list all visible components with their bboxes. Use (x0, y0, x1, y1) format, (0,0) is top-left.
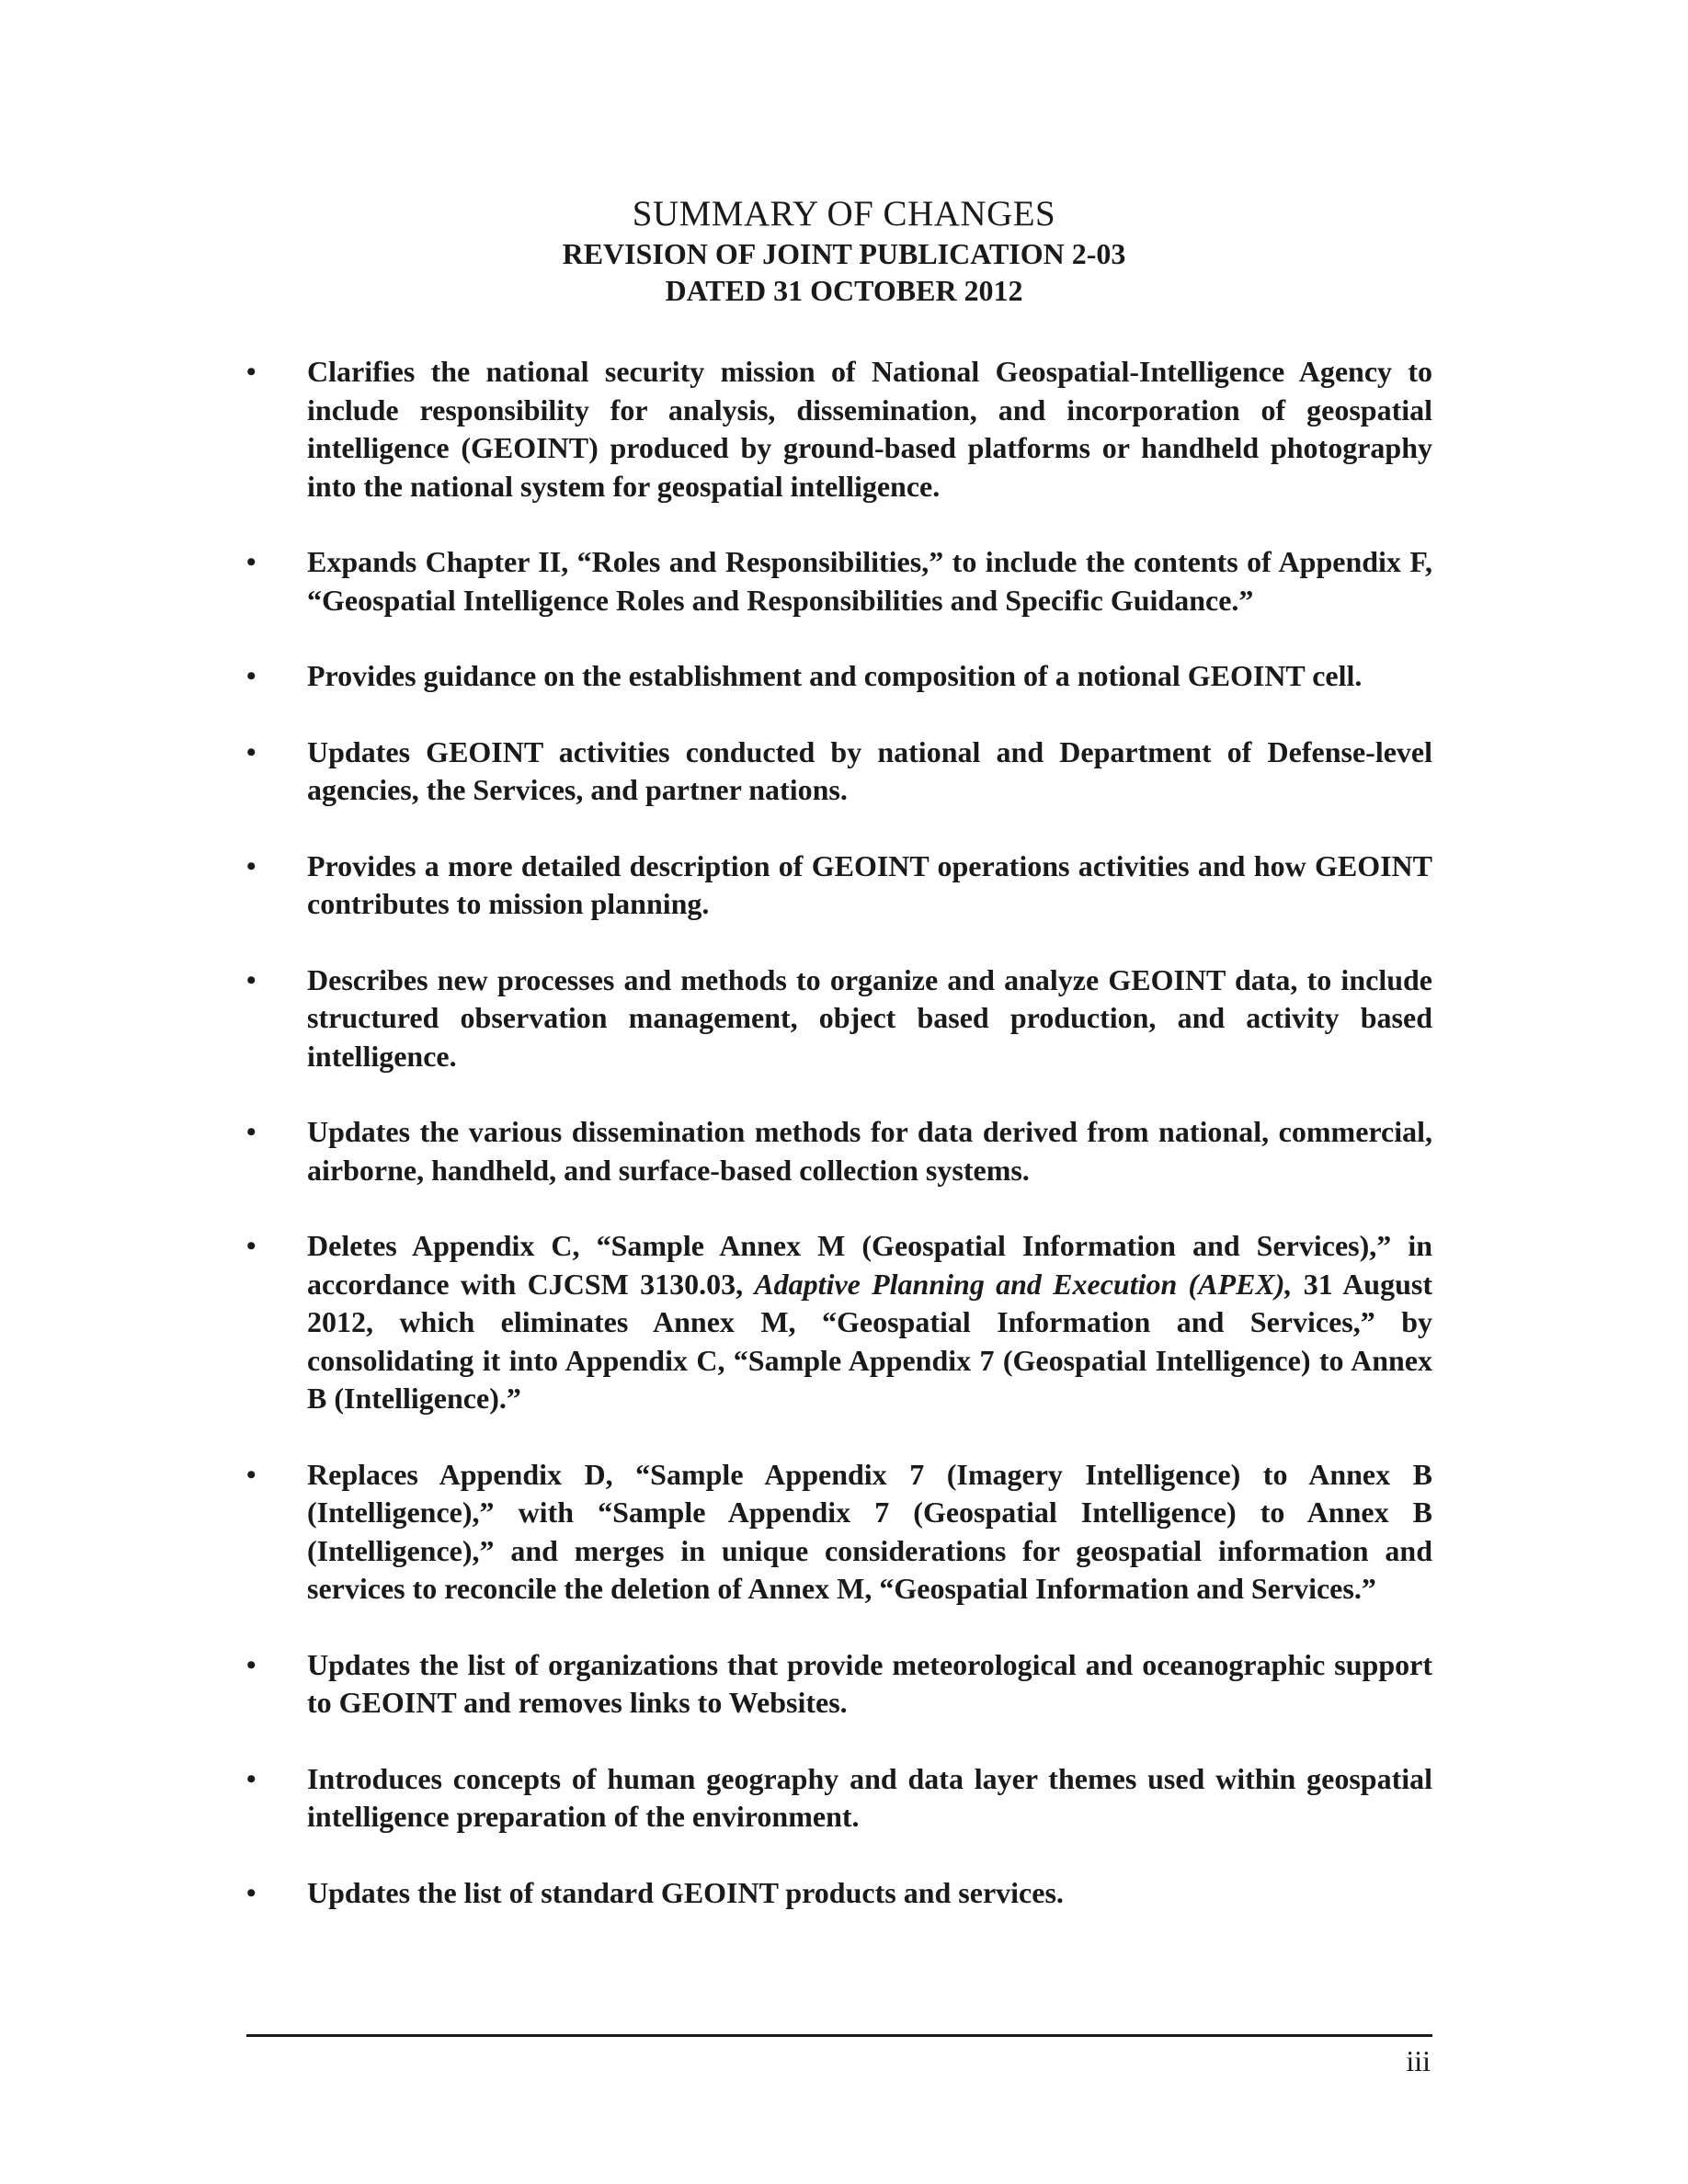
bullet-icon: • (246, 1117, 257, 1147)
list-item-text (307, 1229, 1432, 1415)
bullet-icon: • (246, 1763, 257, 1794)
list-item (246, 1456, 1432, 1609)
list-item-text-part: 31 August 2012, which eliminates Annex M, “Geospatial Information and Services,” by consolidating it into Appendix C, “Sample Appendix 7 (Geospatial Intelligence) to Annex B (Intelligence).” (307, 1267, 1433, 1415)
bullet-icon: • (246, 357, 257, 387)
list-item-text: Clarifies the national security mission of National Geospatial-Intelligence Agency to include responsibility for analysis, dissemination, and incorporation of geospatial intelligence (GEOINT) produced by ground-based platforms or handheld photography into the national system for geospatial intelligence. (307, 355, 1432, 503)
bullet-icon: • (246, 850, 257, 882)
publication-title-italic: Adaptive Planning and Execution (APEX), (754, 1267, 1293, 1301)
list-item (246, 1760, 1432, 1837)
list-item-text: Describes new processes and methods to organize and analyze GEOINT data, to include structured observation management, object based production, and activity based intelligence. (307, 962, 1432, 1073)
revision-subtitle: REVISION OF JOINT PUBLICATION 2-03 (562, 237, 1126, 270)
document-header (0, 193, 1688, 309)
bullet-icon: • (246, 547, 257, 577)
list-item (246, 657, 1432, 696)
list-item-text: Updates the list of organizations that provide meteorological and oceanographic support to GEOINT and removes links to Websites. (307, 1647, 1432, 1719)
list-item (246, 734, 1432, 810)
list-item-text: Updates the various dissemination methods for data derived from national, commercial, airborne, handheld, and surface-based collection systems. (307, 1115, 1432, 1187)
bullet-icon: • (246, 1649, 257, 1680)
footer-divider (246, 2034, 1432, 2037)
list-item-text: Replaces Appendix D, “Sample Appendix 7 (Imagery Intelligence) to Annex B (Intelligence),” with “Sample Appendix 7 (Geospatial Intelligence) to Annex B (Intelligence),” and merges in unique considerations for geospatial information and services to reconcile the deletion of Annex M, “Geospatial Information and Services.” (307, 1457, 1432, 1605)
bullet-icon: • (246, 1231, 257, 1261)
bullet-icon: • (246, 1877, 257, 1908)
list-item-text: Updates the list of standard GEOINT products and services. (307, 1875, 1064, 1909)
list-item (246, 1113, 1432, 1189)
list-item-text: Provides a more detailed description of GEOINT operations activities and how GEOINT contributes to mission planning. (307, 848, 1432, 920)
list-item (246, 543, 1432, 620)
bullet-icon: • (246, 661, 257, 691)
page-title: SUMMARY OF CHANGES (632, 194, 1056, 233)
changes-list (246, 353, 1432, 1950)
list-item (246, 847, 1432, 924)
list-item (246, 961, 1432, 1076)
date-subtitle: DATED 31 OCTOBER 2012 (665, 274, 1023, 307)
list-item-text: Updates GEOINT activities conducted by national and Department of Defense-level agencies, the Services, and partner nations. (307, 734, 1432, 806)
list-item-text: Expands Chapter II, “Roles and Responsibilities,” to include the contents of Appendix F, “Geospatial Intelligence Roles and Responsibilities and Specific Guidance.” (307, 545, 1432, 617)
list-item (246, 1874, 1432, 1913)
list-item (246, 353, 1432, 506)
page-number: iii (1406, 2044, 1431, 2077)
list-item (246, 1227, 1432, 1418)
list-item-text: Provides guidance on the establishment and composition of a notional GEOINT cell. (307, 659, 1363, 692)
list-item (246, 1646, 1432, 1723)
list-item-text-part: Deletes Appendix C, “Sample Annex M (Geospatial Information and Services),” in accordance with CJCSM 3130.03, (307, 1229, 1432, 1301)
list-item-text: Introduces concepts of human geography and data layer themes used within geospatial intelligence preparation of the environment. (307, 1761, 1432, 1833)
bullet-icon: • (246, 964, 257, 995)
bullet-icon: • (246, 1459, 257, 1490)
bullet-icon: • (246, 736, 257, 768)
